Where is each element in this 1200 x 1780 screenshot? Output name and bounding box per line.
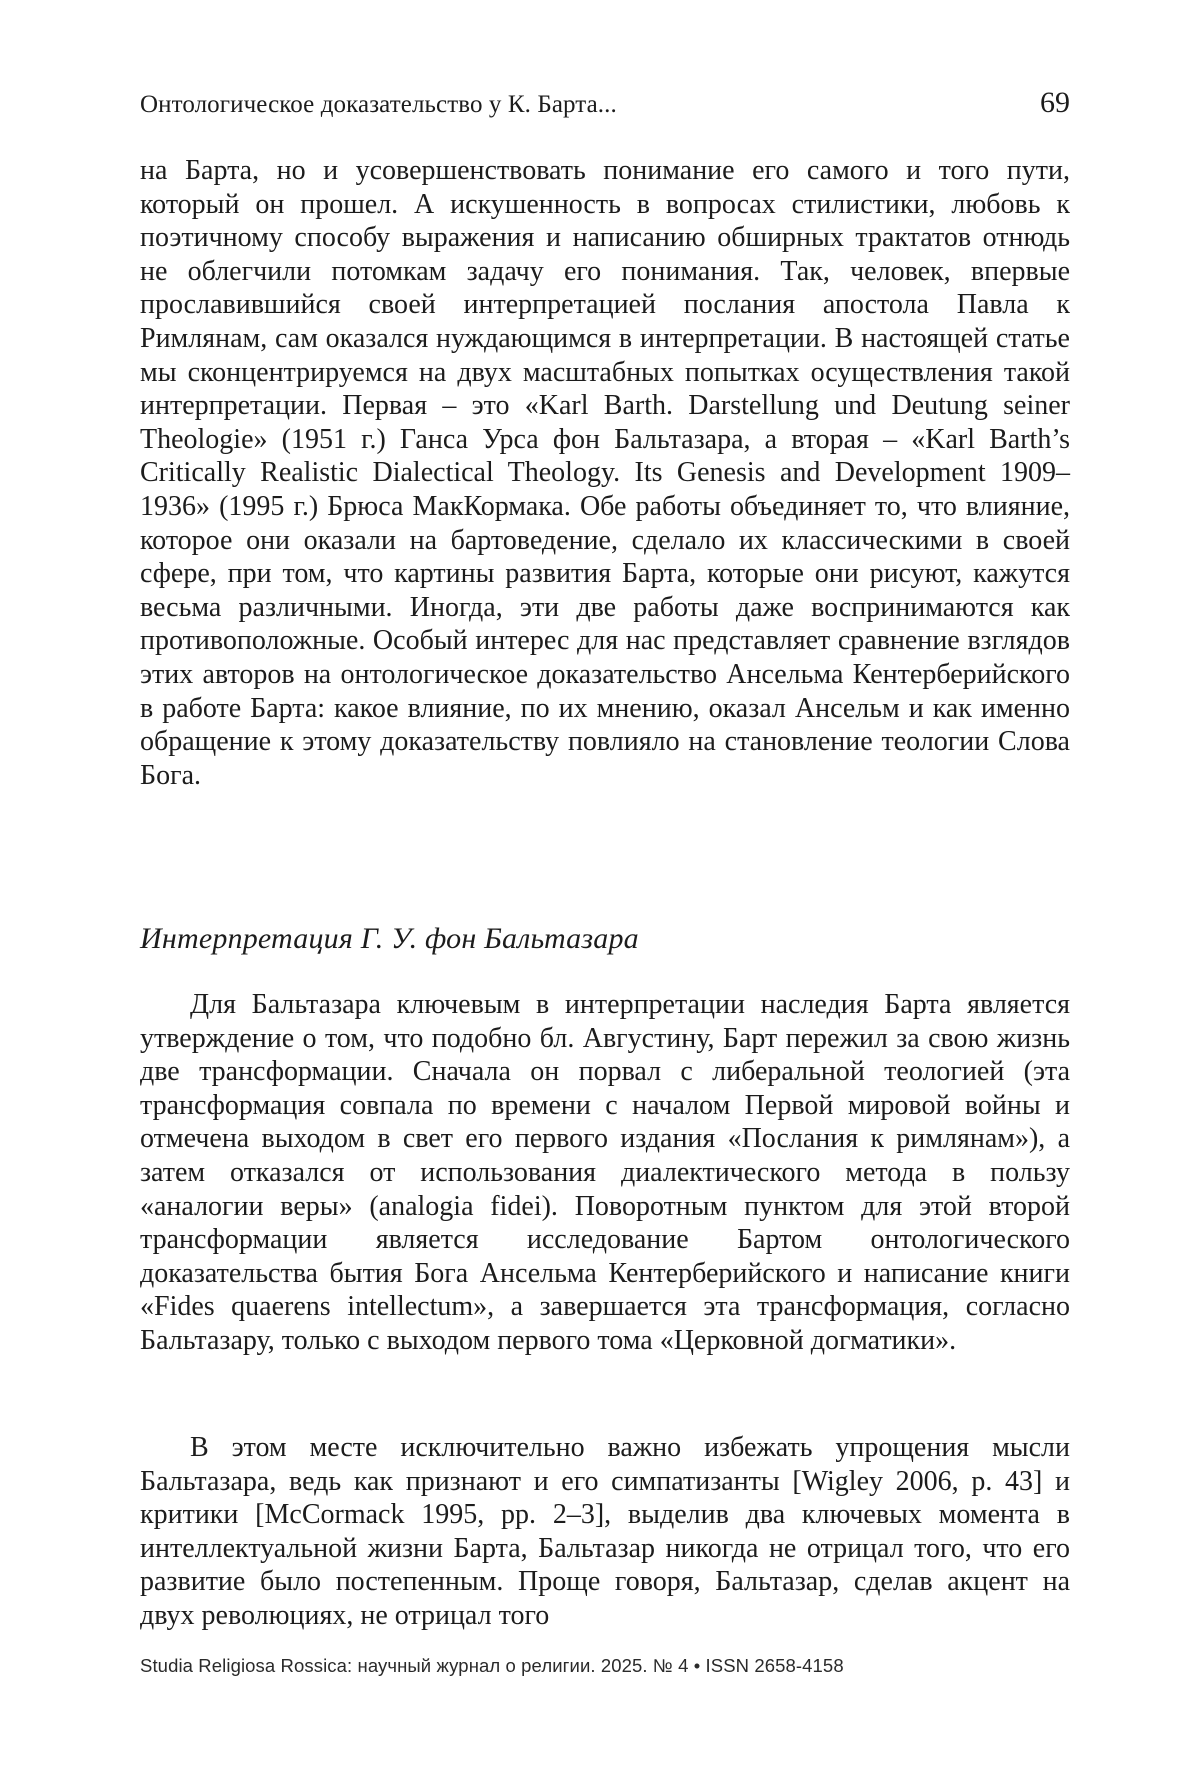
page-number: 69 (1040, 86, 1070, 119)
journal-footer: Studia Religiosa Rossica: научный журнал о религии. 2025. № 4 • ISSN 2658-4158 (140, 1655, 844, 1676)
paragraph-balthasar-2: В этом месте исключительно важно избежать упрощения мысли Бальтазара, ведь как признают и его симпатизанты [Wigley 2006, p. 43] и критики [McCormack 1995, pp. 2–3], выделив два ключевых момента в интеллектуальной жизни Барта, Бальтазар никогда не отрицал того, что его развитие было постепенным. Проще говоря, Бальтазар, сделав акцент на двух революциях, не отрицал того (140, 1432, 1070, 1631)
running-head (140, 86, 1070, 128)
running-title: Онтологическое доказательство у К. Барта... (140, 91, 617, 118)
paragraph-balthasar-1: Для Бальтазара ключевым в интерпретации наследия Барта является утверждение о том, что подобно бл. Августину, Барт пережил за свою жизнь две трансформации. Сначала он порвал с либеральной теологией (эта трансформация совпала по времени с началом Первой мировой войны и отмечена выходом в свет его первого издания «Послания к римлянам»), а затем отказался от использования диалектического метода в пользу «аналогии веры» (analogia fidei). Поворотным пунктом для этой второй трансформации является исследование Бартом онтологического доказательства бытия Бога Ансельма Кентерберийского и написание книги «Fides quaerens intellectum», а завершается эта трансформация, согласно Бальтазару, только с выходом первого тома «Церковной догматики». (140, 989, 1070, 1356)
article-page (140, 0, 1070, 1780)
paragraph-intro-continuation: на Барта, но и усовершенствовать понимание его самого и того пути, который он прошел. А искушенность в вопросах стилистики, любовь к поэтичному способу выражения и написанию обширных трактатов отнюдь не облегчили потомкам задачу его понимания. Так, человек, впервые прославившийся своей интерпретацией послания апостола Павла к Римлянам, сам оказался нуждающимся в интерпретации. В настоящей статье мы сконцентрируемся на двух масштабных попытках осуществления такой интерпретации. Первая – это «Karl Barth. Darstellung und Deutung seiner Theologie» (1951 г.) Ганса Урса фон Бальтазара, а вторая – «Karl Barth’s Critically Realistic Dialectical Theology. Its Genesis and Development 1909–1936» (1995 г.) Брюса МакКормака. Обе работы объединяет то, что влияние, которое они оказали на бартоведение, сделало их классическими в своей сфере, при том, что картины развития Барта, которые они рисуют, кажутся весьма различными. Иногда, эти две работы даже воспринимаются как противоположные. Особый интерес для нас представляет сравнение взглядов этих авторов на онтологическое доказательство Ансельма Кентерберийского в работе Барта: какое влияние, по их мнению, оказал Ансельм и как именно обращение к этому доказательству повлияло на становление теологии Слова Бога. (140, 155, 1070, 791)
section-heading: Интерпретация Г. У. фон Бальтазара (140, 922, 639, 955)
